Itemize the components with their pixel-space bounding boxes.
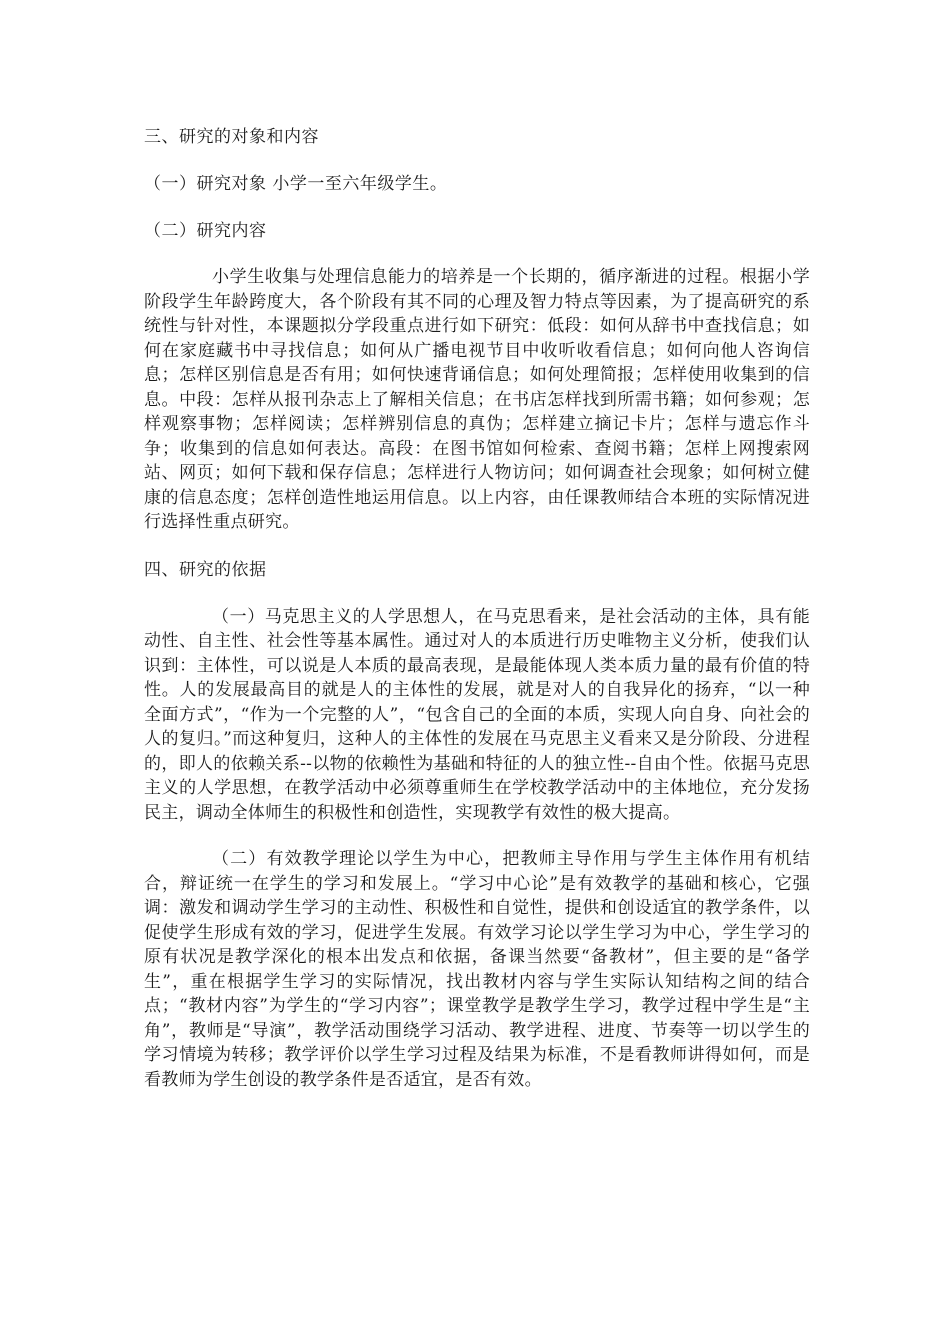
marxist-humanism-paragraph: （一）马克思主义的人学思想人，在马克思看来，是社会活动的主体，具有能动性、自主性、社会性等基本属性。通过对人的本质进行历史唯物主义分析，使我们认识到：主体性，可以说是人本质的最高表现，是最能体现人类本质力量的最有价值的特性。人的发展最高目的就是人的主体性的发展，就是对人的自我异化的扬弃，“以一种全面方式”，“作为一个完整的人”，“包含自己的全面的本质，实现人向自身、向社会的人的复归。”而这种复归，这种人的主体性的发展在马克思主义看来又是分阶段、分进程的，即人的依赖关系--以物的依赖性为基础和特征的人的独立性--自由个性。依据马克思主义的人学思想，在教学活动中必须尊重师生在学校教学活动中的主体地位，充分发扬民主，调动全体师生的积极性和创造性，实现教学有效性的极大提高。	[144, 606, 810, 823]
section-heading-research-object-content: 三、研究的对象和内容	[144, 127, 319, 147]
research-content-paragraph: 小学生收集与处理信息能力的培养是一个长期的，循序渐进的过程。根据小学阶段学生年龄跨度大，各个阶段有其不同的心理及智力特点等因素，为了提高研究的系统性与针对性，本课题拟分学段重点进行如下研究：低段：如何从辞书中查找信息；如何在家庭藏书中寻找信息；如何从广播电视节目中收听收看信息；如何向他人咨询信息；怎样区别信息是否有用；如何快速背诵信息；如何处理简报；怎样使用收集到的信息。中段：怎样从报刊杂志上了解相关信息；在书店怎样找到所需书籍；如何参观；怎样观察事物；怎样阅读；怎样辨别信息的真伪；怎样建立摘记卡片；怎样与遗忘作斗争；收集到的信息如何表达。高段：在图书馆如何检索、查阅书籍；怎样上网搜索网站、网页；如何下载和保存信息；怎样进行人物访问；如何调查社会现象；如何树立健康的信息态度；怎样创造性地运用信息。以上内容，由任课教师结合本班的实际情况进行选择性重点研究。	[144, 267, 810, 532]
subsection-heading-research-content: （二）研究内容	[144, 221, 267, 241]
section-heading-research-basis: 四、研究的依据	[144, 559, 267, 580]
document-body	[144, 124, 810, 1114]
effective-teaching-paragraph: （二）有效教学理论以学生为中心，把教师主导作用与学生主体作用有机结合，辩证统一在学生的学习和发展上。“学习中心论”是有效教学的基础和核心，它强调：激发和调动学生学习的主动性、积极性和自觉性，提供和创设适宜的教学条件，以促使学生形成有效的学习，促进学生发展。有效学习论以学生学习为中心，学生学习的原有状况是教学深化的根本出发点和依据，备课当然要“备教材”，但主要的是“备学生”，重在根据学生学习的实际情况，找出教材内容与学生实际认知结构之间的结合点；“教材内容”为学生的“学习内容”；课堂教学是教学生学习，教学过程中学生是“主角”，教师是“导演”，教学活动围绕学习活动、教学进程、进度、节奏等一切以学生的学习情境为转移；教学评价以学生学习过程及结果为标准，不是看教师讲得如何，而是看教师为学生创设的教学条件是否适宜，是否有效。	[144, 849, 810, 1090]
research-subject-line: （一）研究对象 小学一至六年级学生。	[144, 174, 448, 194]
